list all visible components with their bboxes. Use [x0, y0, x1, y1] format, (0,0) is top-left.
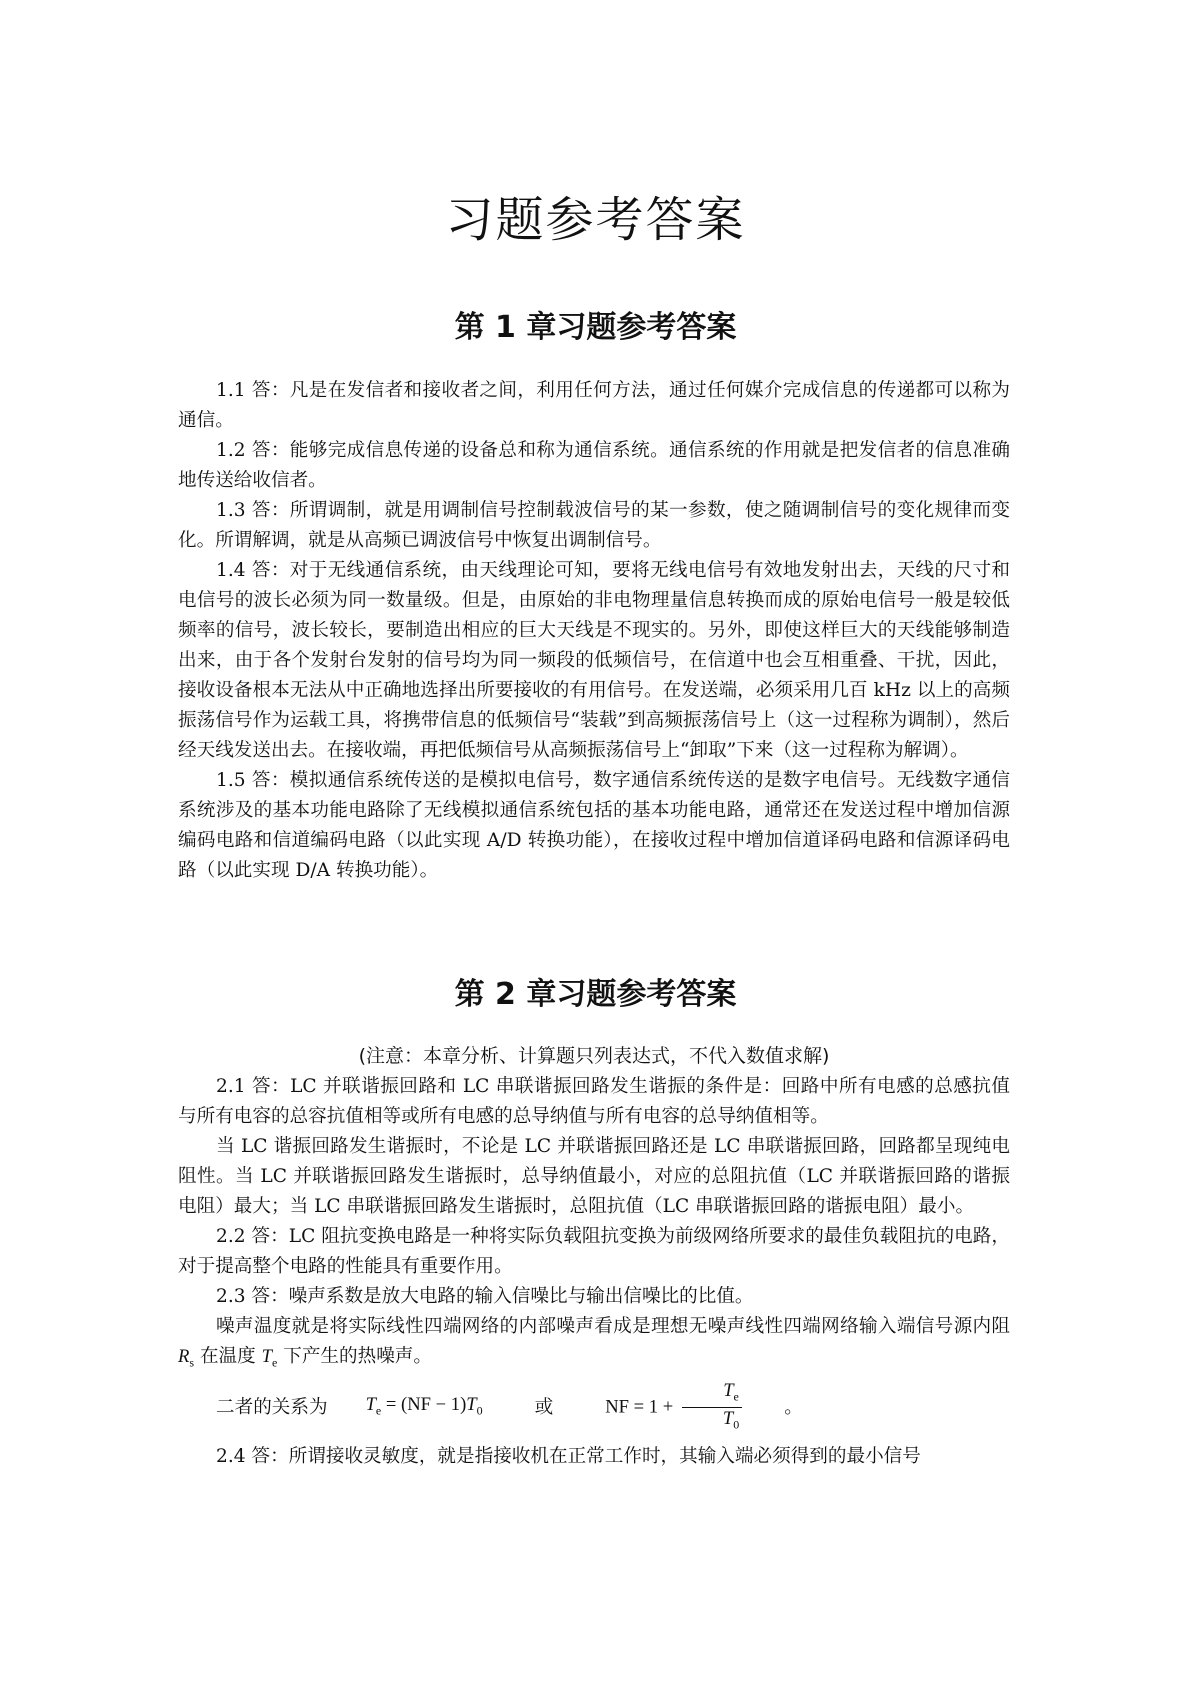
- noise-formula: 二者的关系为 $T_e = (NF - 1)T_0$ 或 NF = 1 + $\frac{T_e}{T_0}$ 。: [178, 1380, 1010, 1436]
- formula-te-equation: $T_e = (NF - 1)T_0$: [365, 1394, 483, 1418]
- answer-2-4: 2.4 答：所谓接收灵敏度，就是指接收机在正常工作时，其输入端必须得到的最小信号: [216, 1446, 921, 1468]
- answer-2-2: 2.2 答：LC 阻抗变换电路是一种将实际负载阻抗变换为前级网络所要求的最佳负载阻抗的电路，对于提高整个电路的性能具有重要作用。: [178, 1226, 1010, 1277]
- noise-temperature-definition: 噪声温度就是将实际线性四端网络的内部噪声看成是理想无噪声线性四端网络输入端信号源内阻 $R_s$ 在温度 $T_e$ 下产生的热噪声。: [178, 1316, 1010, 1370]
- answer-1-5: 1.5 答：模拟通信系统传送的是模拟电信号，数字通信系统传送的是数字电信号。无线数字通信系统涉及的基本功能电路除了无线模拟通信系统包括的基本功能电路，通常还在发送过程中增加信源编码电路和信道编码电路（以此实现 A/D 转换功能），在接收过程中增加信道译码电路和信源译码电路（以此实现 D/A 转换功能）。: [178, 770, 1010, 881]
- answer-2-1-continued: 当 LC 谐振回路发生谐振时，不论是 LC 并联谐振回路还是 LC 串联谐振回路，回路都呈现纯电阻性。当 LC 并联谐振回路发生谐振时，总导纳值最小，对应的总阻抗值（LC 并联谐振回路的谐振电阻）最大；当 LC 串联谐振回路发生谐振时，总阻抗值（LC 串联谐振回路的谐振电阻）最小。: [178, 1136, 1010, 1217]
- formula-nf-equation: NF = 1 + $\frac{T_e}{T_0}$: [567, 1380, 746, 1436]
- answer-2-1: 2.1 答：LC 并联谐振回路和 LC 串联谐振回路发生谐振的条件是：回路中所有电感的总感抗值与所有电容的总容抗值相等或所有电感的总导纳值与所有电容的总导纳值相等。: [178, 1076, 1010, 1127]
- chapter-2-note: (注意：本章分析、计算题只列表达式，不代入数值求解): [358, 1045, 830, 1067]
- answer-1-3: 1.3 答：所谓调制，就是用调制信号控制载波信号的某一参数，使之随调制信号的变化规律而变化。所谓解调，就是从高频已调波信号中恢复出调制信号。: [178, 500, 1010, 551]
- answer-1-1: 1.1 答：凡是在发信者和接收者之间，利用任何方法，通过任何媒介完成信息的传递都可以称为通信。: [178, 380, 1010, 431]
- answer-1-2: 1.2 答：能够完成信息传递的设备总和称为通信系统。通信系统的作用就是把发信者的信息准确地传送给收信者。: [178, 440, 1010, 491]
- answer-2-3: 2.3 答：噪声系数是放大电路的输入信噪比与输出信噪比的比值。: [216, 1286, 754, 1307]
- chapter-2-body: [178, 1040, 1010, 1472]
- chapter-1-heading: 第 1 章习题参考答案: [454, 310, 737, 345]
- chapter-1-body: [178, 376, 1010, 886]
- fraction: $\frac{T_e}{T_0}$: [682, 1380, 742, 1436]
- document-title: 习题参考答案: [445, 192, 746, 248]
- chapter-2-heading: 第 2 章习题参考答案: [454, 977, 737, 1012]
- answer-1-4: 1.4 答：对于无线通信系统，由天线理论可知，要将无线电信号有效地发射出去，天线的尺寸和电信号的波长必须为同一数量级。但是，由原始的非电物理量信息转换而成的原始电信号一般是较低频率的信号，波长较长，要制造出相应的巨大天线是不现实的。另外，即使这样巨大的天线能够制造出来，由于各个发射台发射的信号均为同一频段的低频信号，在信道中也会互相重叠、干扰，因此，接收设备根本无法从中正确地选择出所要接收的有用信号。在发送端，必须采用几百 kHz 以上的高频振荡信号作为运载工具，将携带信息的低频信号“装载”到高频振荡信号上（这一过程称为调制），然后经天线发送出去。在接收端，再把低频信号从高频振荡信号上“卸取”下来（这一过程称为解调）。: [178, 560, 1010, 761]
